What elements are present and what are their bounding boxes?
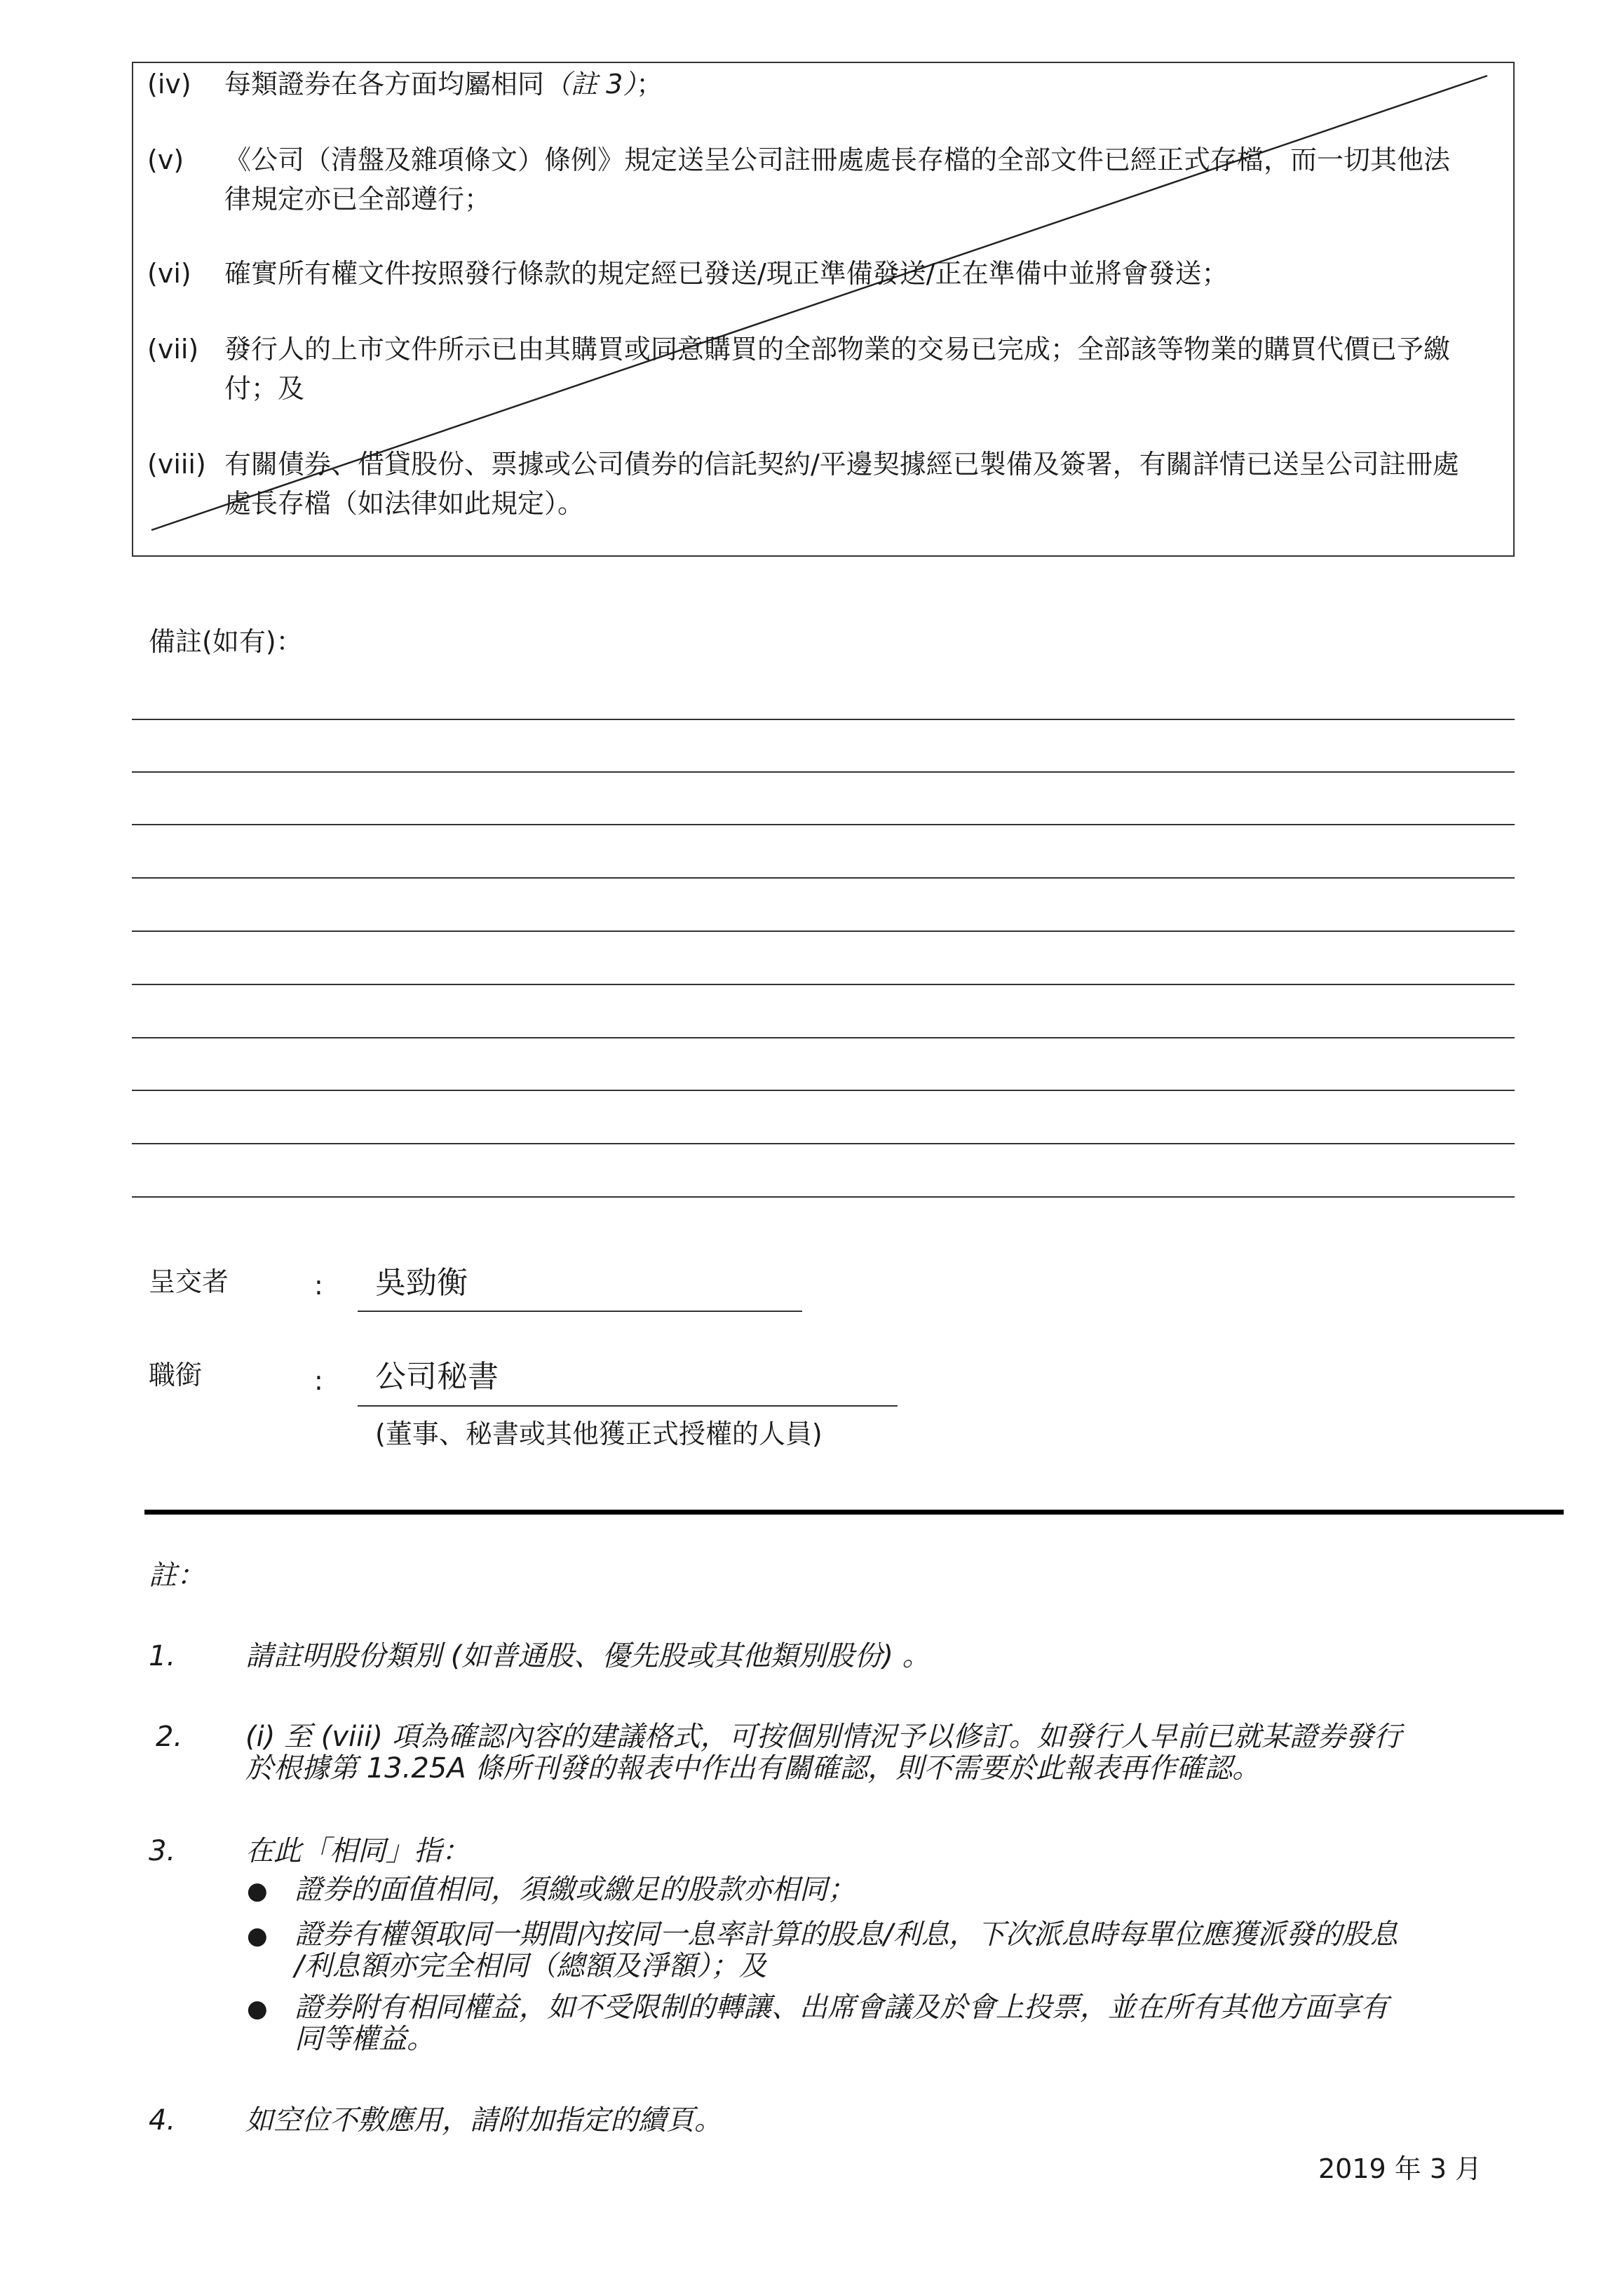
note-number: 1. (149, 1640, 176, 1672)
note-text: 請註明股份類別 (如普通股、優先股或其他類別股份) 。 (245, 1640, 931, 1672)
bullet-icon: ● (247, 1922, 268, 1950)
item-number: (iv) (147, 69, 191, 100)
note-text: 在此「相同」指： (245, 1835, 470, 1867)
note-text: (i) 至 (viii) 項為確認內容的建議格式，可按個別情況予以修訂。如發行人早前已就某證券發行 (245, 1721, 1402, 1753)
document-date: 2019 年 3 月 (1318, 2153, 1482, 2184)
item-number: (vi) (147, 258, 191, 289)
bullet-text: /利息額亦完全相同（總額及淨額）；及 (295, 1950, 767, 1982)
remarks-line[interactable] (132, 984, 1515, 985)
item-number: (vii) (147, 334, 199, 365)
note-number: 2. (156, 1721, 183, 1753)
item-text: 付；及 (224, 373, 305, 404)
bullet-icon: ● (247, 1877, 268, 1905)
title-line (358, 1405, 898, 1407)
bullet-text: 證券附有相同權益，如不受限制的轉讓、出席會議及於會上投票，並在所有其他方面享有 (295, 1991, 1388, 2024)
remarks-line[interactable] (132, 877, 1515, 879)
note-number: 4. (149, 2104, 176, 2137)
note-reference: （註 3） (544, 69, 637, 100)
item-text: 有關債券、借貸股份、票據或公司債券的信託契約/平邊契據經已製備及簽署，有關詳情已送呈公司註冊處 (224, 449, 1459, 480)
remarks-line[interactable] (132, 719, 1515, 720)
title-value: 公司秘書 (375, 1359, 499, 1395)
title-label: 職銜 (149, 1360, 203, 1390)
bullet-text: 證券有權領取同一期間內按同一息率計算的股息/利息，下次派息時每單位應獲派發的股息 (295, 1918, 1398, 1951)
item-text: 處長存檔（如法律如此規定）。 (224, 488, 585, 519)
section-divider (144, 1510, 1564, 1515)
remarks-line[interactable] (132, 1037, 1515, 1038)
note-text: 於根據第 13.25A 條所刊發的報表中作出有關確認，則不需要於此報表再作確認。 (245, 1752, 1261, 1785)
notes-heading: 註： (149, 1559, 205, 1592)
note-number: 3. (149, 1835, 176, 1867)
title-hint: (董事、秘書或其他獲正式授權的人員) (375, 1419, 823, 1449)
item-text: 每類證券在各方面均屬相同（註 3）； (224, 69, 663, 100)
item-text: 確實所有權文件按照發行條款的規定經已發送/現正準備發送/正在準備中並將會發送； (224, 258, 1229, 289)
submitter-label: 呈交者 (149, 1266, 229, 1297)
submitter-colon: : (314, 1270, 323, 1301)
item-text: 律規定亦已全部遵行； (224, 184, 492, 215)
item-number: (v) (147, 144, 184, 175)
remarks-line[interactable] (132, 930, 1515, 932)
remarks-line[interactable] (132, 1090, 1515, 1091)
remarks-line[interactable] (132, 1143, 1515, 1144)
submitter-name: 吳勁衡 (375, 1265, 468, 1301)
note-text: 如空位不敷應用，請附加指定的續頁。 (245, 2104, 722, 2137)
item-text: 發行人的上市文件所示已由其購買或同意購買的全部物業的交易已完成；全部該等物業的購買代價已予繳 (224, 334, 1451, 365)
bullet-icon: ● (247, 1995, 268, 2023)
bullet-text: 同等權益。 (295, 2023, 435, 2055)
remarks-line[interactable] (132, 1196, 1515, 1198)
bullet-text: 證券的面值相同，須繳或繳足的股款亦相同； (295, 1874, 855, 1906)
submitter-signature-line (358, 1311, 802, 1312)
item-text: 《公司（清盤及雜項條文）條例》規定送呈公司註冊處處長存檔的全部文件已經正式存檔，而一切其他法 (224, 144, 1451, 175)
remarks-line[interactable] (132, 771, 1515, 773)
item-number: (viii) (147, 449, 206, 480)
remarks-label: 備註(如有)： (149, 626, 303, 657)
remarks-line[interactable] (132, 824, 1515, 825)
title-colon: : (314, 1365, 323, 1396)
